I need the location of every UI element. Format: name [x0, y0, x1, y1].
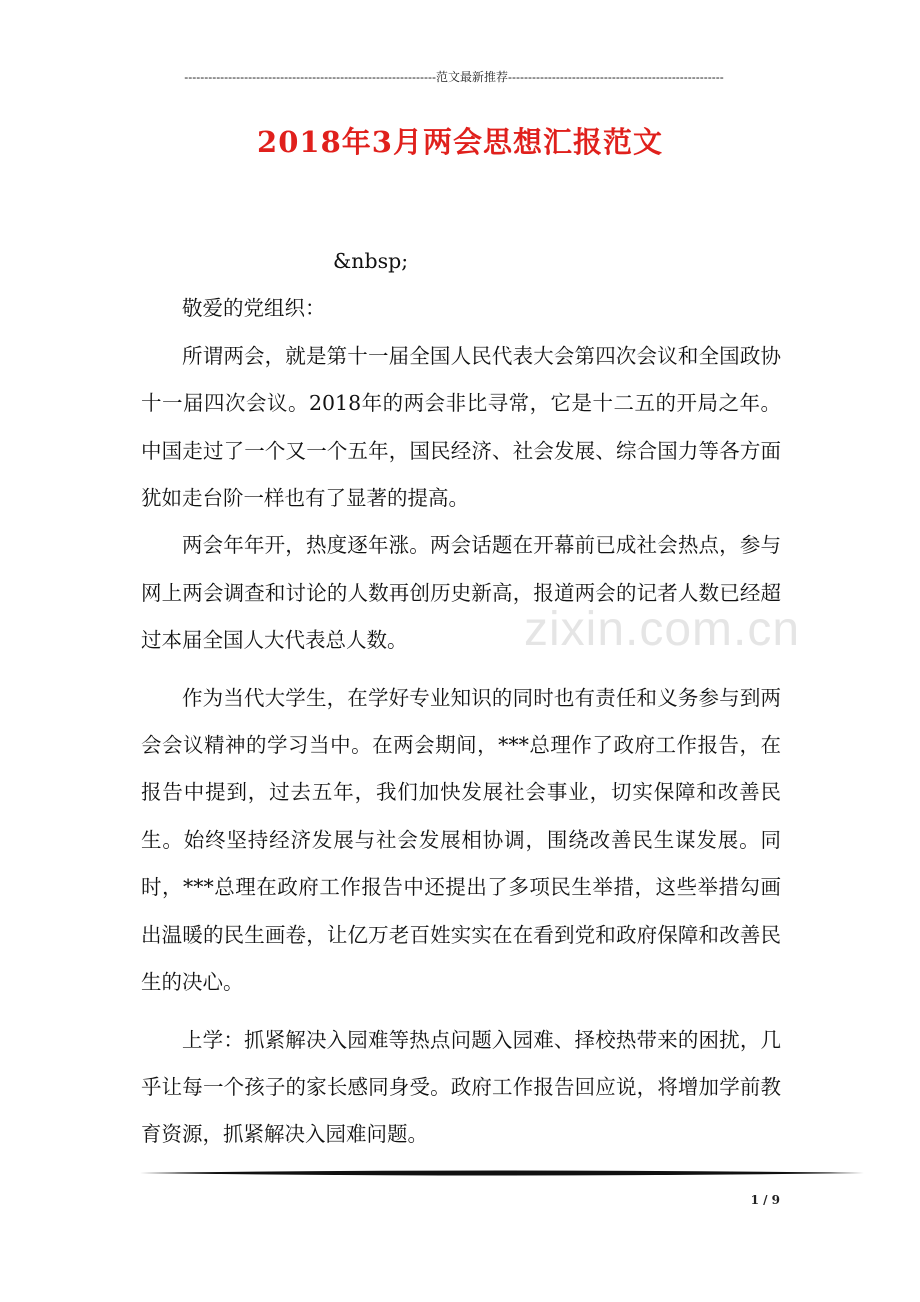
- page-number: 1 / 9: [750, 1193, 780, 1207]
- footer-divider: [140, 1168, 864, 1178]
- paragraph: 所谓两会，就是第十一届全国人民代表大会第四次会议和全国政协十一届四次会议。2018年的两会非比寻常，它是十二五的开局之年。中国走过了一个又一个五年，国民经济、社会发展、综合国力等各方面犹如走台阶一样也有了显著的提高。: [141, 343, 781, 511]
- header-recommendation-line: ---------------------------------------------------------------范文最新推荐------------------------------------------------------: [184, 70, 724, 84]
- salutation: 敬爱的党组织：: [182, 296, 326, 321]
- document-title: 2018年3月两会思想汇报范文: [257, 125, 663, 159]
- paragraph: 作为当代大学生，在学好专业知识的同时也有责任和义务参与到两会会议精神的学习当中。在两会期间，***总理作了政府工作报告，在报告中提到，过去五年，我们加快发展社会事业，切实保障和改善民生。始终坚持经济发展与社会发展相协调，围绕改善民生谋发展。同时，***总理在政府工作报告中还提出了多项民生举措，这些举措勾画出温暖的民生画卷，让亿万老百姓实实在在看到党和政府保障和改善民生的决心。: [141, 685, 781, 995]
- document-body: [141, 238, 781, 1159]
- paragraph: 上学：抓紧解决入园难等热点问题入园难、择校热带来的困扰，几乎让每一个孩子的家长感同身受。政府工作报告回应说，将增加学前教育资源，抓紧解决入园难问题。: [141, 1027, 781, 1147]
- nbsp-text: &nbsp;: [333, 249, 409, 273]
- watermark: zixin.com.cn: [524, 603, 801, 656]
- paragraph: 两会年年开，热度逐年涨。两会话题在开幕前已成社会热点，参与网上两会调查和讨论的人数再创历史新高，报道两会的记者人数已经超过本届全国人大代表总人数。: [141, 533, 781, 653]
